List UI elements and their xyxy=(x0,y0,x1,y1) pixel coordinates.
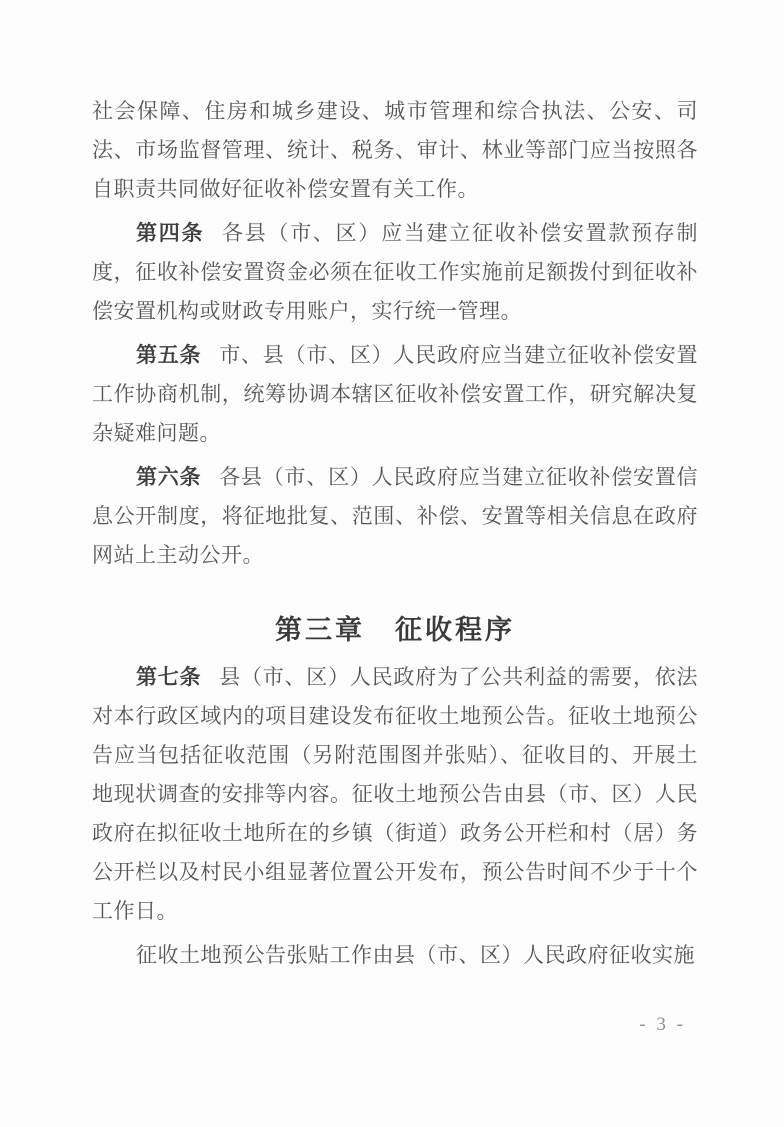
paragraph-article-7 xyxy=(92,658,698,931)
paragraph-article-6 xyxy=(92,458,698,575)
clause-label-article-5: 第五条 xyxy=(136,343,202,367)
paragraph-article-5 xyxy=(92,336,698,453)
paragraph-article-4 xyxy=(92,214,698,331)
clause-label-article-7: 第七条 xyxy=(136,665,202,689)
clause-label-article-4: 第四条 xyxy=(136,221,205,245)
paragraph-article-7-continued xyxy=(92,936,698,975)
page-number: - 3 - xyxy=(639,1014,686,1035)
document-body xyxy=(92,92,698,980)
paragraph-text: 各县（市、区）应当建立征收补偿安置款预存制度，征收补偿安置资金必须在征收工作实施前足额拨付到征收补偿安置机构或财政专用账户，实行统一管理。 xyxy=(92,221,699,323)
paragraph-text: 各县（市、区）人民政府应当建立征收补偿安置信息公开制度，将征地批复、范围、补偿、安置等相关信息在政府网站上主动公开。 xyxy=(92,465,699,567)
paragraph-text: 县（市、区）人民政府为了公共利益的需要，依法对本行政区域内的项目建设发布征收土地预公告。征收土地预公告应当包括征收范围（另附范围图并张贴）、征收目的、开展土地现状调查的安排等内容。征收土地预公告由县（市、区）人民政府在拟征收土地所在的乡镇（街道）政务公开栏和村（居）务公开栏以及村民小组显著位置公开发布，预公告时间不少于十个工作日。 xyxy=(92,665,699,923)
chapter-heading: 第三章 征收程序 xyxy=(275,615,515,645)
paragraph-text: 社会保障、住房和城乡建设、城市管理和综合执法、公安、司法、市场监督管理、统计、税务、审计、林业等部门应当按照各自职责共同做好征收补偿安置有关工作。 xyxy=(92,99,698,201)
paragraph-continuation xyxy=(92,92,698,209)
paragraph-text: 征收土地预公告张贴工作由县（市、区）人民政府征收实施 xyxy=(136,943,695,967)
clause-label-article-6: 第六条 xyxy=(136,465,202,489)
paragraph-text: 市、县（市、区）人民政府应当建立征收补偿安置工作协商机制，统筹协调本辖区征收补偿安置工作，研究解决复杂疑难问题。 xyxy=(92,343,699,445)
